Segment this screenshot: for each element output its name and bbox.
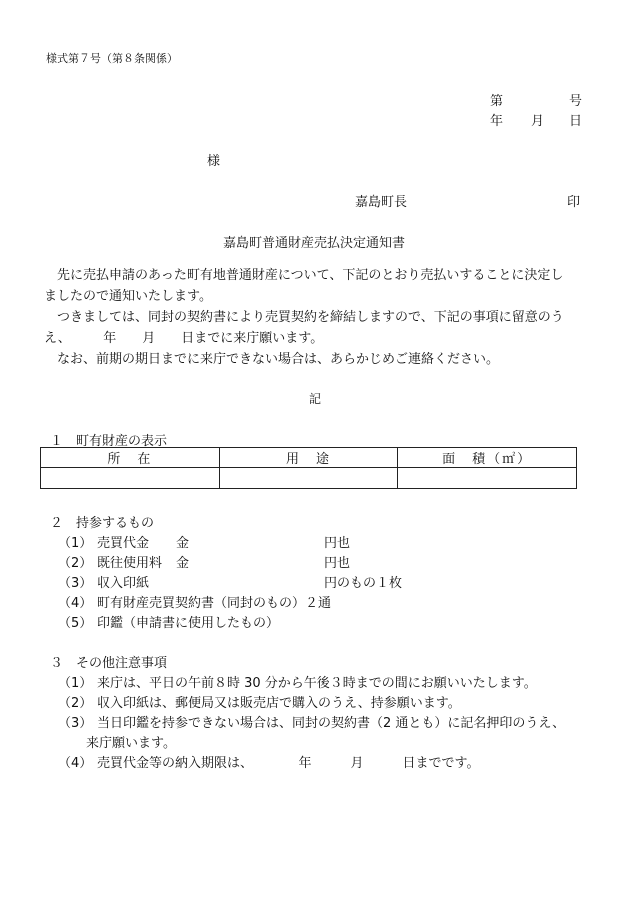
column-header-use: 用 途 (219, 448, 398, 468)
item-label: 売買代金 (97, 536, 150, 551)
body-text (44, 265, 589, 370)
column-header-area: 面 積（㎡） (398, 448, 577, 468)
item-kin: 金 (176, 536, 190, 551)
list-item (58, 612, 92, 631)
list-item (58, 572, 92, 591)
item-label: 収入印紙 (97, 576, 150, 591)
note-text: 収入印紙は、郵便局又は販売店で購入のうえ、持参願います。 (97, 696, 461, 711)
table-cell (398, 468, 577, 489)
note-text: 売買代金等の納入期限は、 年 月 日までです。 (97, 756, 480, 771)
item-number: （2） (58, 696, 93, 711)
seal-mark: 印 (567, 195, 581, 210)
body-line: え、 年 月 日までに来庁願います。 (44, 331, 324, 346)
item-number: （3） (58, 716, 93, 731)
date-day: 日 (569, 114, 583, 129)
ki-marker: 記 (309, 392, 322, 406)
table-header-row (41, 448, 577, 468)
item-kin: 金 (176, 556, 190, 571)
body-line: なお、前期の期日までに来庁できない場合は、あらかじめご連絡ください。 (57, 352, 500, 367)
addressee-honorific: 様 (207, 154, 221, 169)
section1-heading: １ 町有財産の表示 (50, 434, 168, 449)
item-label: 町有財産売買契約書（同封のもの）２通 (97, 596, 332, 611)
item-number: （1） (58, 536, 93, 551)
table-cell (219, 468, 398, 489)
item-number: （3） (58, 576, 93, 591)
table-cell (41, 468, 220, 489)
date-year: 年 (490, 114, 504, 129)
section2-heading: ２ 持参するもの (50, 516, 155, 531)
item-label: 既往使用料 (97, 556, 163, 571)
body-line: ましたので通知いたします。 (44, 289, 212, 304)
item-label: 印鑑（申請書に使用したもの） (97, 616, 280, 631)
note-text: 来庁は、平日の午前８時 30 分から午後３時までの間にお願いいたします。 (97, 676, 537, 691)
document-title: 嘉島町普通財産売払決定通知書 (223, 236, 406, 251)
sender-name: 嘉島町長 (355, 195, 408, 210)
item-unit: 円也 (324, 536, 351, 551)
table-row (41, 468, 577, 489)
item-number: （4） (58, 596, 93, 611)
note-continuation: 来庁願います。 (86, 736, 176, 751)
number-prefix: 第 (490, 94, 504, 109)
item-number: （4） (58, 756, 93, 771)
item-number: （5） (58, 616, 93, 631)
list-item (58, 532, 92, 551)
item-number: （2） (58, 556, 93, 571)
note-text: 当日印鑑を持参できない場合は、同封の契約書（2 通とも）に記名押印のうえ、 (97, 716, 566, 731)
item-unit: 円のもの１枚 (324, 576, 403, 591)
date-month: 月 (531, 114, 545, 129)
body-line: つきましては、同封の契約書により売買契約を締結しますので、下記の事項に留意のう (57, 310, 564, 325)
column-header-location: 所 在 (41, 448, 220, 468)
section3-heading: ３ その他注意事項 (50, 656, 168, 671)
form-label: 様式第７号（第８条関係） (46, 52, 178, 65)
body-line: 先に売払申請のあった町有地普通財産について、下記のとおり売払いすることに決定し (57, 268, 564, 283)
list-item (58, 552, 92, 571)
item-number: （1） (58, 676, 93, 691)
item-unit: 円也 (324, 556, 351, 571)
property-table (40, 447, 577, 489)
list-item (58, 592, 92, 611)
number-suffix: 号 (569, 94, 583, 109)
